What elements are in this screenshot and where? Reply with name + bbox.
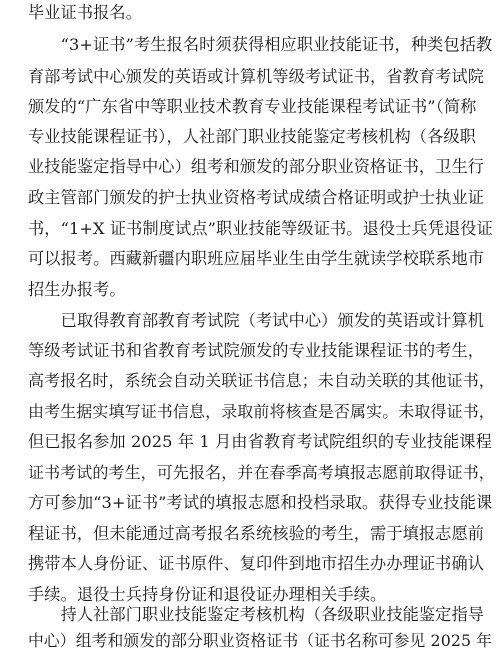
text-line-21: 持人社部门职业技能鉴定考核机构（各级职业技能鉴定指导 [28,605,485,624]
text-line-3: 育部考试中心颁发的英语或计算机等级考试证书，省教育考试院 [28,67,485,86]
text-line-17: 方可参加“3+证书”考试的填报志愿和投档录取。获得专业技能课 [28,493,493,512]
text-line-1: 毕业证书报名。 [28,3,143,22]
text-line-2: “3+证书”考生报名时须获得相应职业技能证书，种类包括教 [28,35,493,54]
text-line-16: 证书考试的考生，可先报名，并在春季高考填报志愿前取得证书， [28,463,495,482]
text-line-12: 等级考试证书和省教育考试院颁发的专业技能课程证书的考生， [28,341,485,360]
text-line-14: 由考生据实填写证书信息，录取前将核查是否属实。未取得证书， [28,402,495,421]
text-line-13: 高考报名时，系统会自动关联证书信息；未自动关联的其他证书， [28,371,495,390]
text-line-9: 可以报考。西藏新疆内职班应届毕业生由学生就读学校联系地市 [28,249,485,268]
text-line-11: 已取得教育部教育考试院（考试中心）颁发的英语或计算机 [28,311,485,330]
text-line-5: 专业技能课程证书），人社部门职业技能鉴定考核机构（各级职 [28,127,476,146]
text-line-6: 业技能鉴定指导中心）组考和颁发的部分职业资格证书，卫生行 [28,157,485,176]
text-line-15: 但已报名参加 2025 年 1 月由省教育考试院组织的专业技能课程 [28,432,492,451]
text-line-7: 政主管部门颁发的护士执业资格考试成绩合格证明或护士执业证 [28,188,485,207]
text-line-18: 程证书，但未能通过高考报名系统核验的考生，需于填报志愿前 [28,524,485,543]
text-line-4: 颁发的“广东省中等职业技术教育专业技能课程考试证书”（简称 [28,97,477,116]
text-line-8: 书，“1+X 证书制度试点”职业技能等级证书。退役士兵凭退役证 [28,219,493,238]
text-line-19: 携带本人身份证、证书原件、复印件到地市招生办办理证书确认 [28,554,485,573]
text-line-20: 手续。退役士兵持身份证和退役证办理相关手续。 [28,585,387,604]
text-line-10: 招生办报考。 [28,280,126,299]
text-line-22: 中心）组考和颁发的部分职业资格证书（证书名称可参见 2025 年 [28,631,493,650]
